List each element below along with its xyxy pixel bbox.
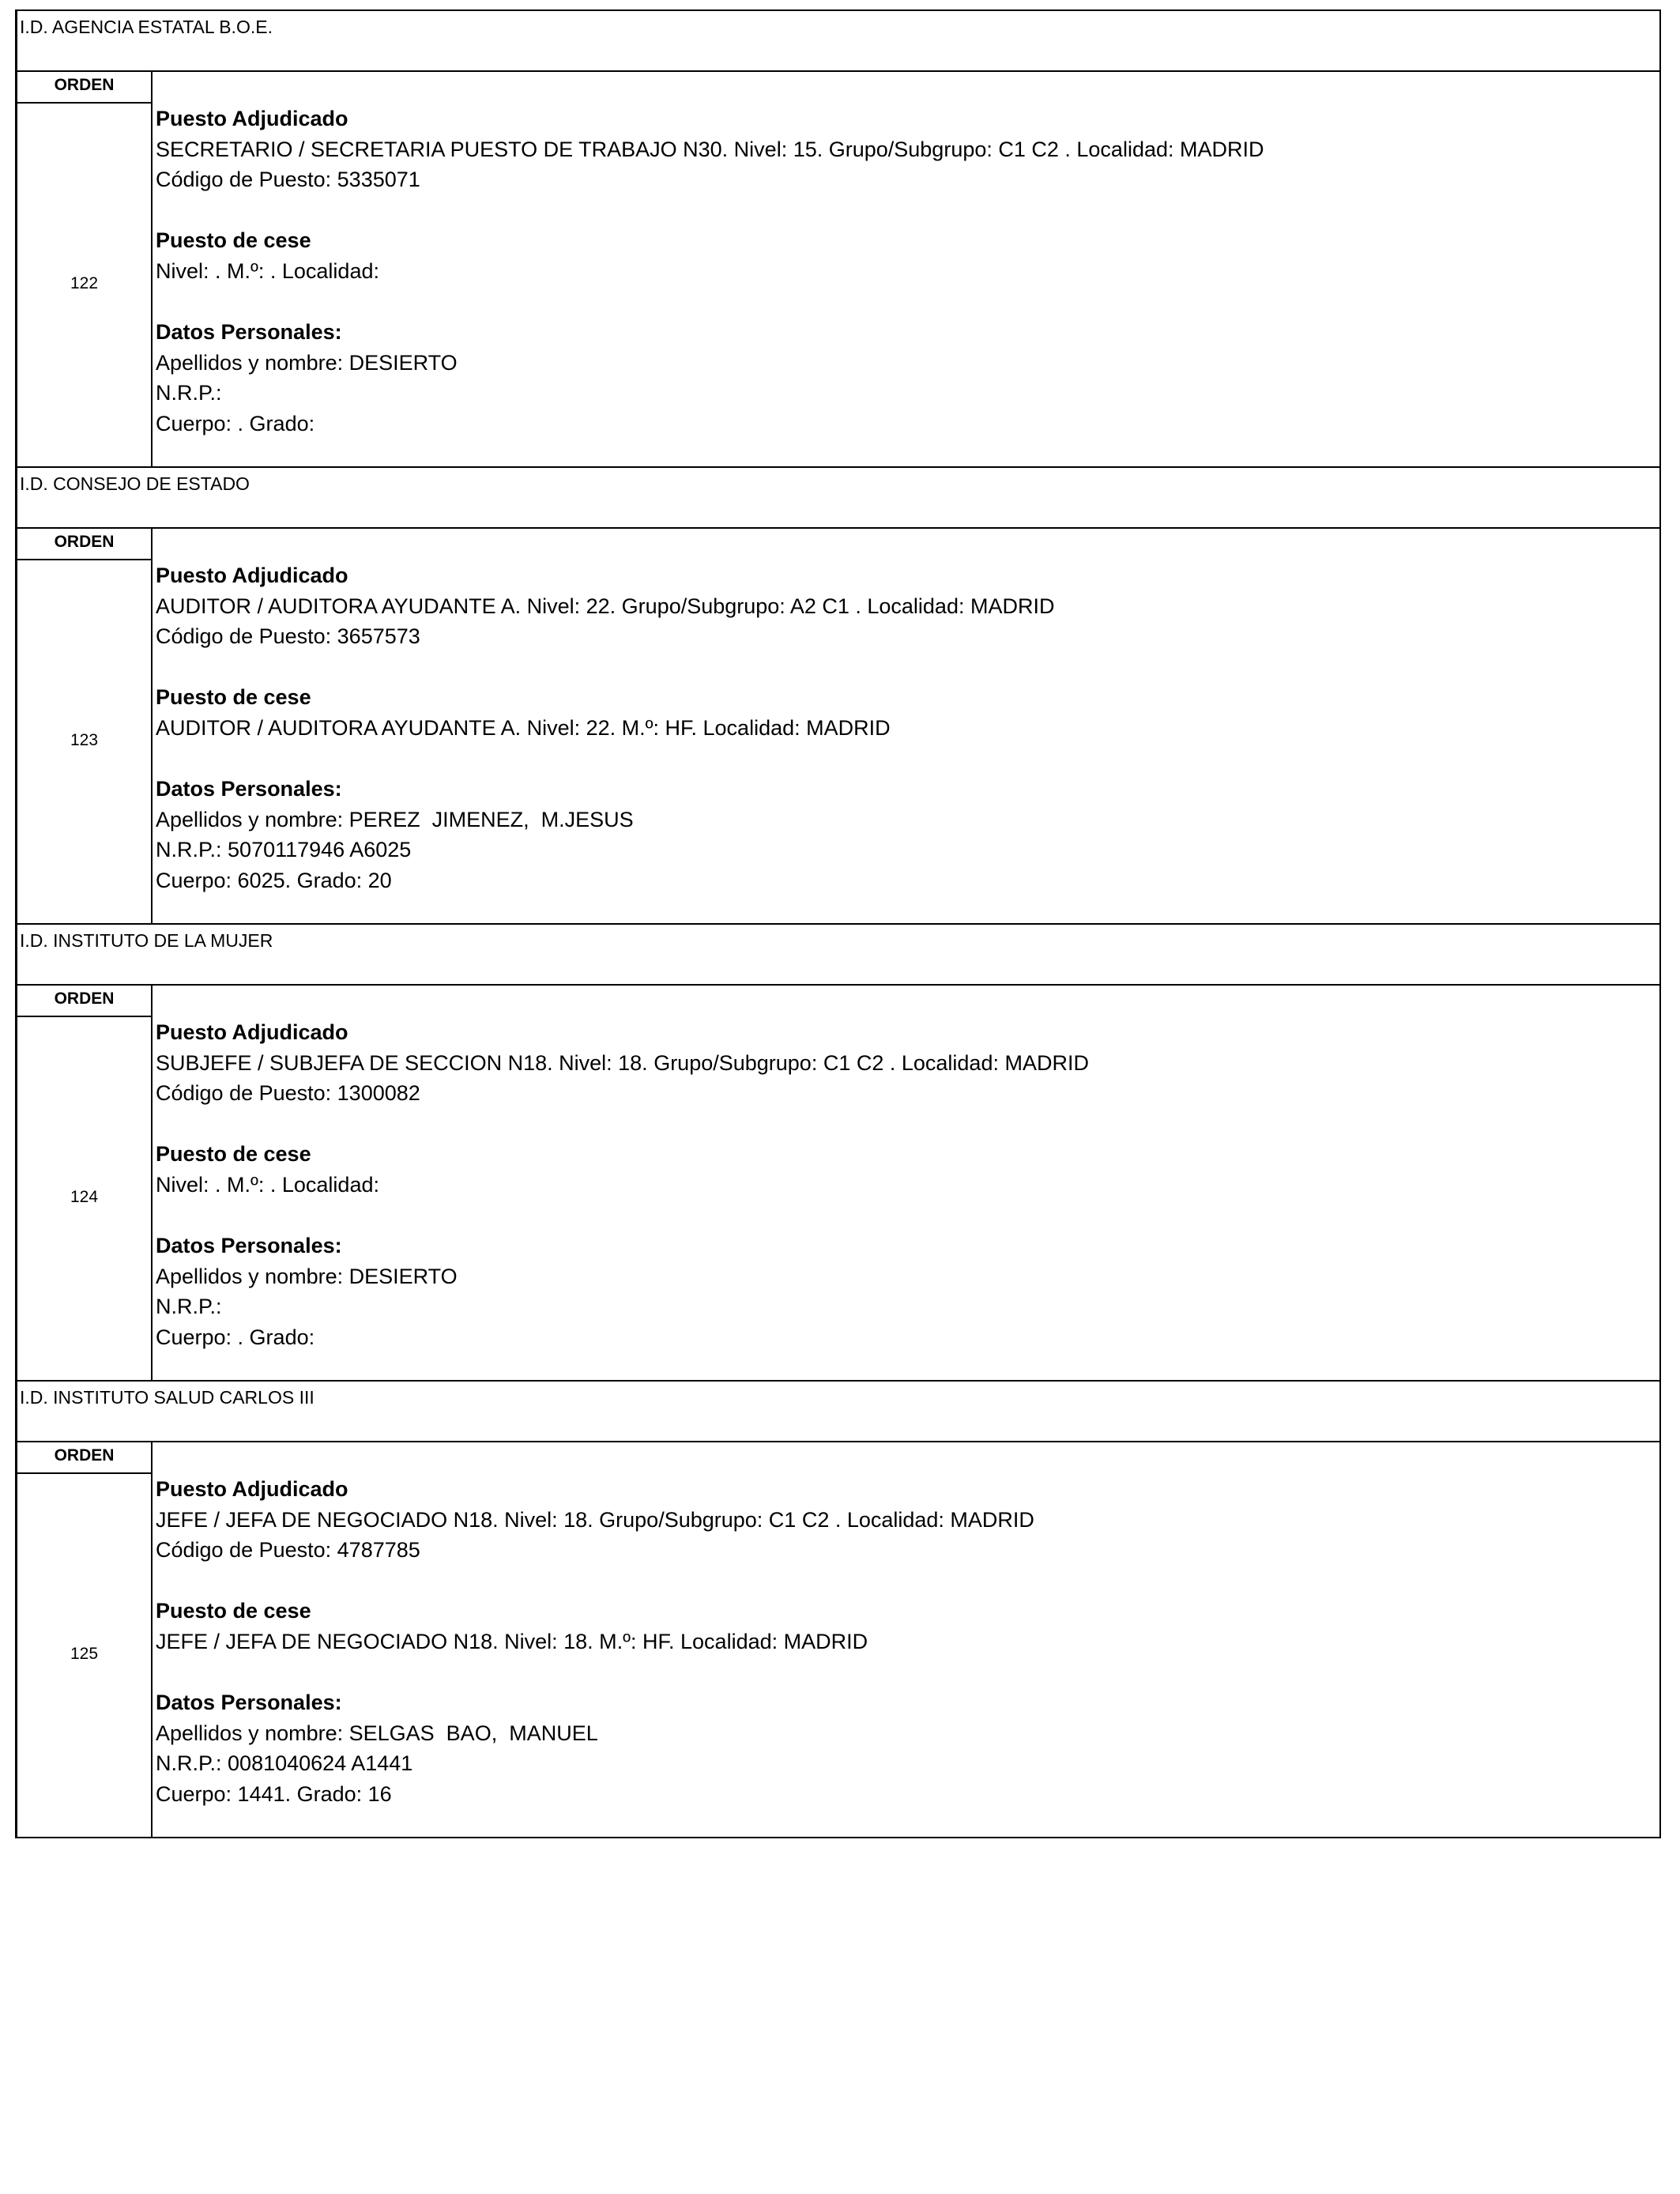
- orden-number: 124: [70, 1188, 99, 1206]
- orden-divider: [17, 102, 151, 104]
- orden-number: 122: [70, 274, 99, 292]
- section-header: [15, 466, 1661, 527]
- entry-content: [156, 104, 1264, 439]
- personales-nrp: N.R.P.: 5070117946 A6025: [156, 838, 412, 862]
- personales-nombre: Apellidos y nombre: DESIERTO: [156, 350, 458, 375]
- personales-cuerpo: Cuerpo: 6025. Grado: 20: [156, 868, 392, 892]
- personales-nombre: Apellidos y nombre: PEREZ JIMENEZ, M.JESUS: [156, 807, 634, 831]
- personales-title: Datos Personales:: [156, 1234, 342, 1258]
- section-body: [15, 1441, 1661, 1837]
- personales-cuerpo: Cuerpo: 1441. Grado: 16: [156, 1781, 392, 1806]
- orden-divider: [17, 1016, 151, 1017]
- section-header: [15, 1380, 1661, 1441]
- cese-description: Nivel: . M.º: . Localidad:: [156, 258, 379, 283]
- adjudicado-code: Código de Puesto: 1300082: [156, 1081, 420, 1106]
- entry-content: [156, 1474, 1034, 1810]
- adjudicado-code: Código de Puesto: 4787785: [156, 1538, 420, 1563]
- adjudicado-code: Código de Puesto: 3657573: [156, 624, 420, 649]
- table-bottom-border: [15, 1837, 1661, 1838]
- section-header-text: I.D. AGENCIA ESTATAL B.O.E.: [20, 17, 273, 37]
- section-header-text: I.D. INSTITUTO SALUD CARLOS III: [20, 1387, 315, 1408]
- personales-title: Datos Personales:: [156, 777, 342, 801]
- spacer: [156, 744, 1054, 775]
- section-instituto-salud-carlos-iii: [15, 1380, 1661, 1837]
- entry-content: [156, 1017, 1089, 1353]
- cese-description: Nivel: . M.º: . Localidad:: [156, 1172, 379, 1197]
- orden-column: [17, 986, 153, 1380]
- adjudicado-title: Puesto Adjudicado: [156, 107, 348, 130]
- cese-title: Puesto de cese: [156, 685, 311, 710]
- adjudicado-title: Puesto Adjudicado: [156, 1020, 348, 1044]
- personales-title: Datos Personales:: [156, 320, 342, 345]
- section-body: [15, 70, 1661, 466]
- section-body: [15, 984, 1661, 1380]
- adjudicado-description: JEFE / JEFA DE NEGOCIADO N18. Nivel: 18. Grupo/Subgrupo: C1 C2 . Localidad: MADRID: [156, 1507, 1034, 1532]
- spacer: [156, 652, 1054, 683]
- adjudicado-title: Puesto Adjudicado: [156, 1477, 348, 1501]
- cese-title: Puesto de cese: [156, 1599, 311, 1623]
- orden-column: [17, 1442, 153, 1837]
- cese-title: Puesto de cese: [156, 1142, 311, 1167]
- spacer: [156, 1566, 1034, 1596]
- cese-description: JEFE / JEFA DE NEGOCIADO N18. Nivel: 18. M.º: HF. Localidad: MADRID: [156, 1629, 868, 1653]
- adjudicado-code: Código de Puesto: 5335071: [156, 168, 420, 192]
- spacer: [156, 195, 1264, 226]
- section-header-text: I.D. CONSEJO DE ESTADO: [20, 473, 250, 494]
- adjudicado-description: AUDITOR / AUDITORA AYUDANTE A. Nivel: 22. Grupo/Subgrupo: A2 C1 . Localidad: MADRID: [156, 594, 1055, 618]
- cese-title: Puesto de cese: [156, 228, 311, 253]
- personales-nrp: N.R.P.: 0081040624 A1441: [156, 1751, 413, 1776]
- section-body: [15, 527, 1661, 923]
- adjudicado-description: SECRETARIO / SECRETARIA PUESTO DE TRABAJO N30. Nivel: 15. Grupo/Subgrupo: C1 C2 . Localidad: MADRID: [156, 137, 1264, 161]
- personales-cuerpo: Cuerpo: . Grado:: [156, 1325, 315, 1349]
- cese-description: AUDITOR / AUDITORA AYUDANTE A. Nivel: 22. M.º: HF. Localidad: MADRID: [156, 715, 891, 740]
- adjudicado-description: SUBJEFE / SUBJEFA DE SECCION N18. Nivel: 18. Grupo/Subgrupo: C1 C2 . Localidad: MADRID: [156, 1050, 1089, 1075]
- personales-nrp: N.R.P.:: [156, 1295, 222, 1319]
- personales-nombre: Apellidos y nombre: SELGAS BAO, MANUEL: [156, 1721, 598, 1745]
- section-header-text: I.D. INSTITUTO DE LA MUJER: [20, 930, 273, 951]
- personales-nrp: N.R.P.:: [156, 381, 222, 405]
- orden-label: ORDEN: [54, 1446, 115, 1465]
- section-instituto-de-la-mujer: [15, 923, 1661, 1380]
- spacer: [156, 287, 1264, 318]
- orden-divider: [17, 1472, 151, 1474]
- orden-label: ORDEN: [54, 76, 115, 94]
- section-header: [15, 9, 1661, 70]
- spacer: [156, 1109, 1089, 1140]
- spacer: [156, 1657, 1034, 1688]
- personales-nombre: Apellidos y nombre: DESIERTO: [156, 1264, 458, 1288]
- assignment-table: [15, 9, 1661, 1837]
- orden-label: ORDEN: [54, 533, 115, 551]
- section-consejo-de-estado: [15, 466, 1661, 923]
- orden-column: [17, 72, 153, 466]
- entry-content: [156, 560, 1054, 896]
- personales-cuerpo: Cuerpo: . Grado:: [156, 411, 315, 435]
- orden-number: 125: [70, 1645, 99, 1663]
- adjudicado-title: Puesto Adjudicado: [156, 564, 348, 587]
- section-agencia-estatal-boe: [15, 9, 1661, 466]
- orden-column: [17, 529, 153, 923]
- personales-title: Datos Personales:: [156, 1691, 342, 1715]
- orden-number: 123: [70, 731, 99, 749]
- orden-label: ORDEN: [54, 990, 115, 1008]
- section-header: [15, 923, 1661, 984]
- spacer: [156, 1201, 1089, 1231]
- orden-divider: [17, 559, 151, 560]
